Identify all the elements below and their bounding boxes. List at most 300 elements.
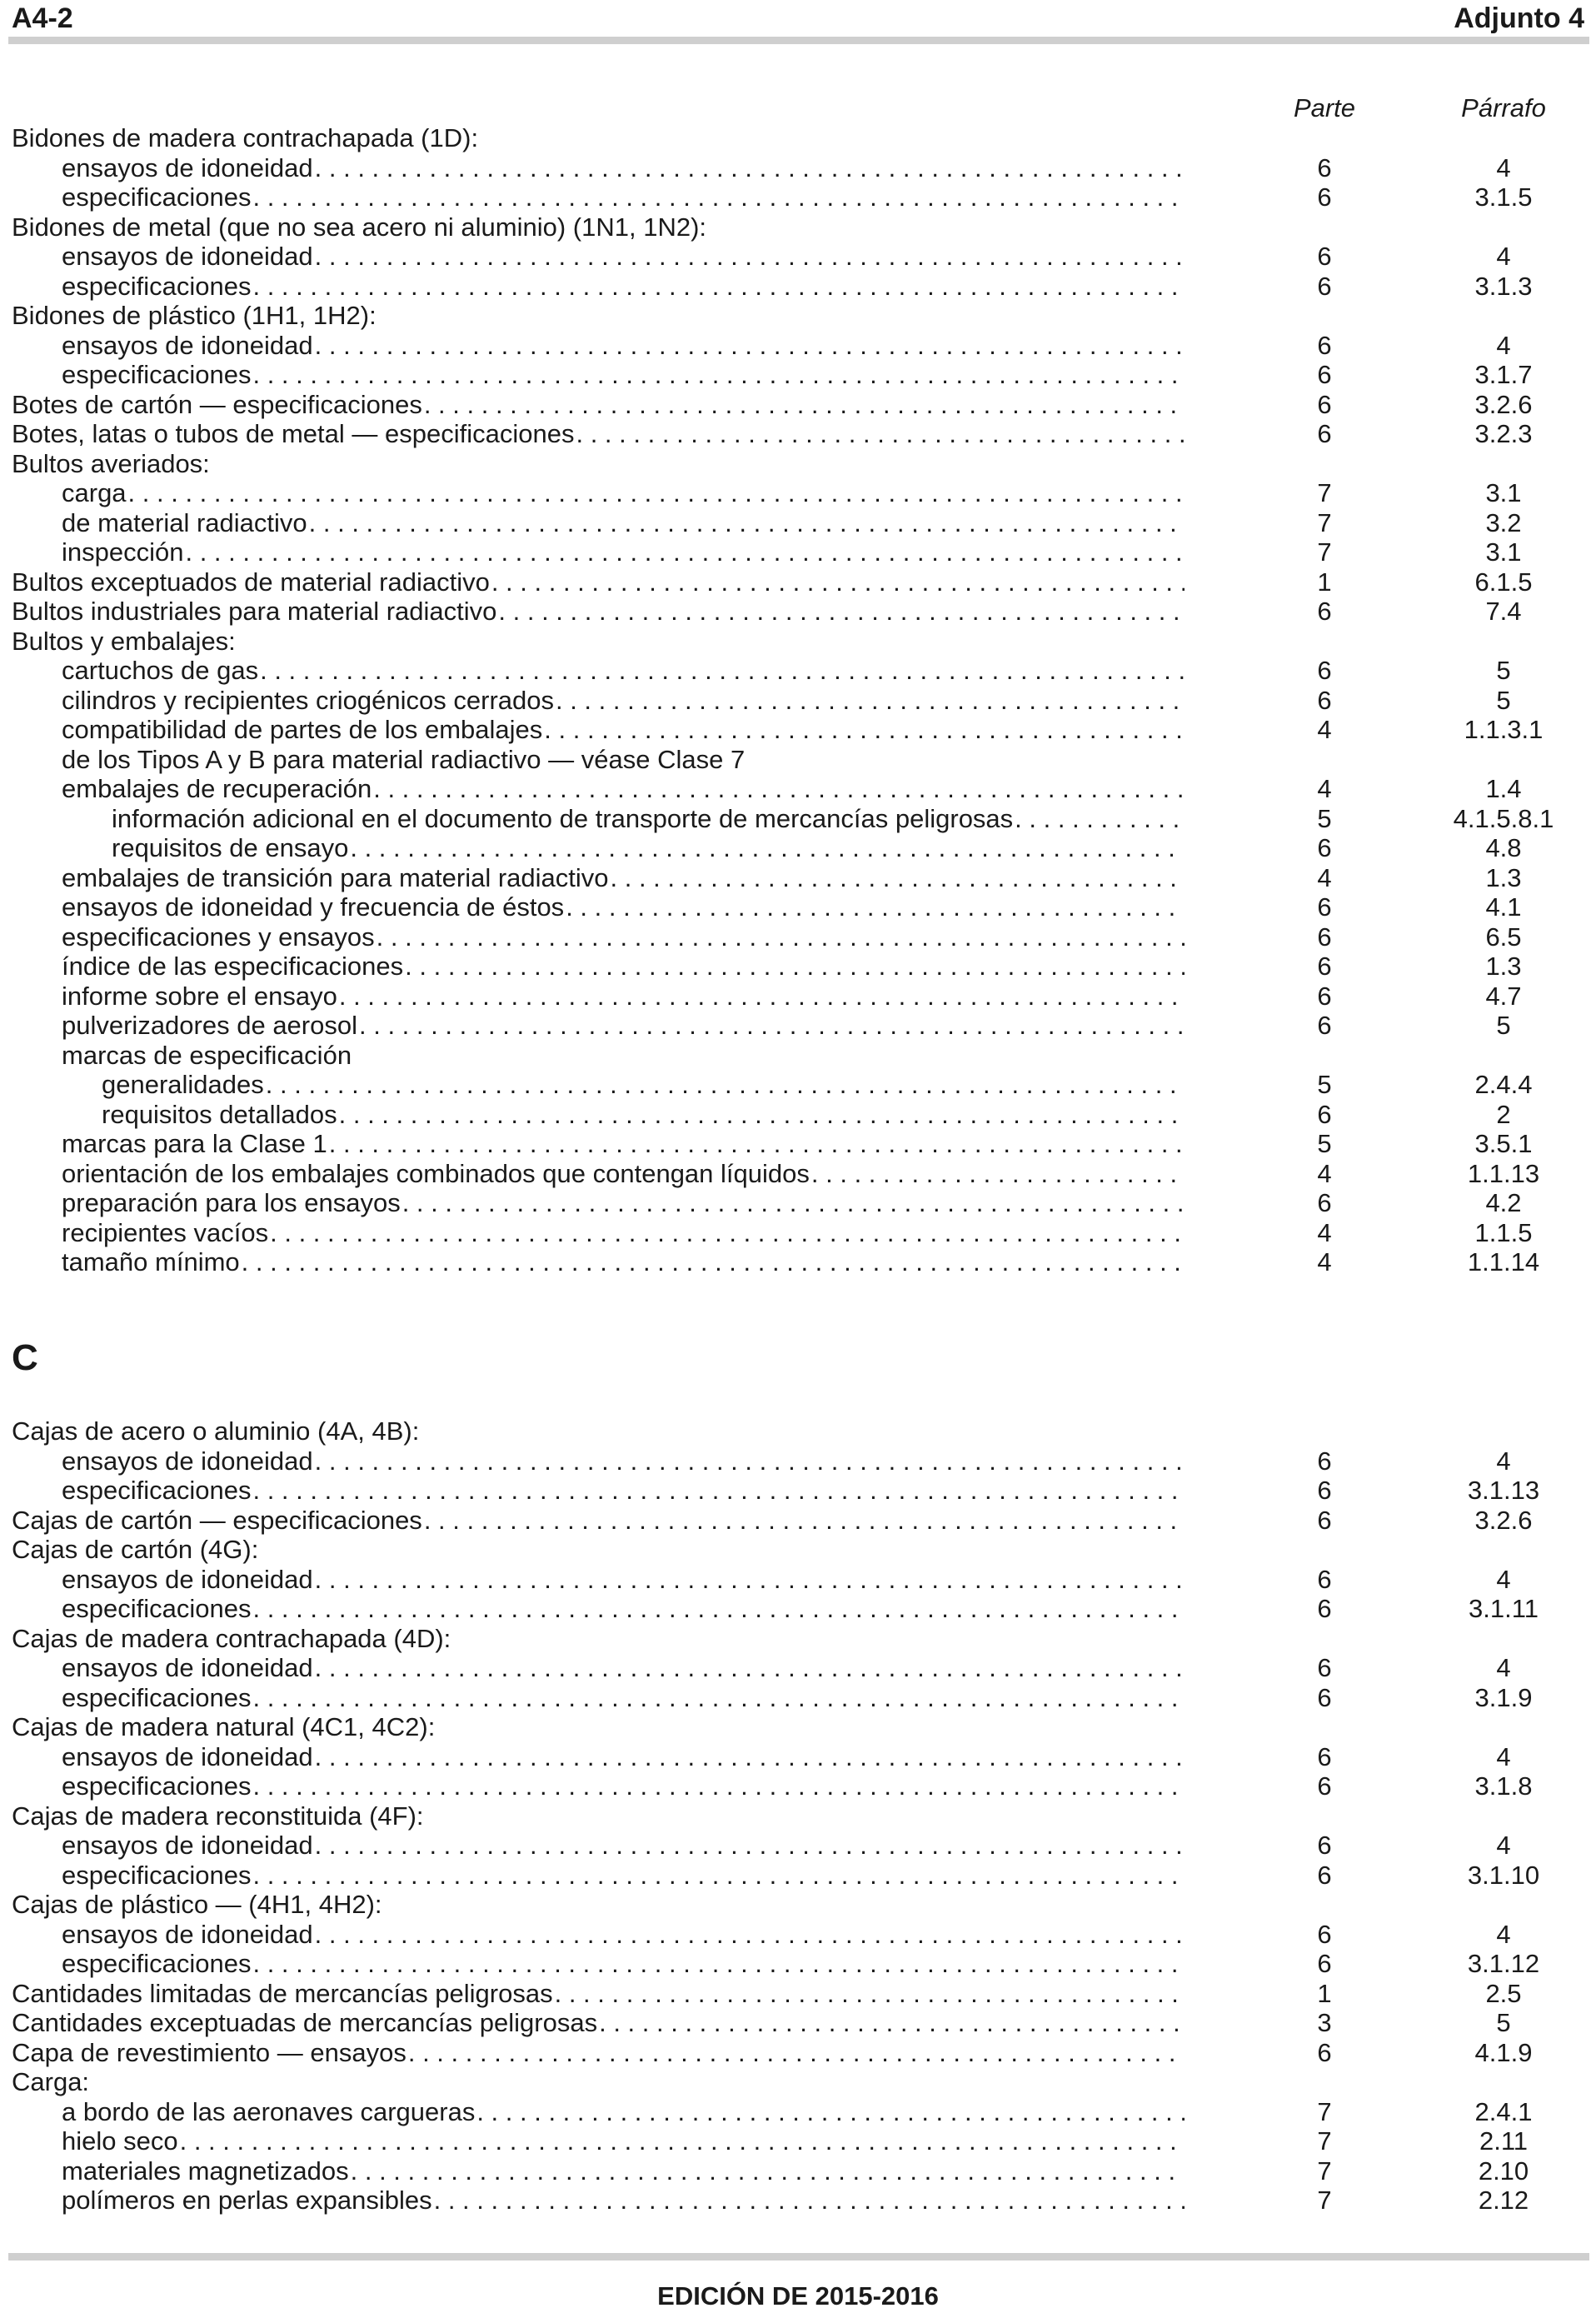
index-entry-text: especificaciones bbox=[62, 182, 252, 212]
parrafo-value: 3.2 bbox=[1485, 507, 1522, 537]
dot-leader bbox=[351, 2156, 1185, 2186]
parrafo-value: 4 bbox=[1496, 1741, 1511, 1771]
parrafo-value: 4.1.5.8.1 bbox=[1453, 803, 1554, 833]
dot-leader bbox=[402, 1188, 1185, 1218]
parte-value: 6 bbox=[1317, 182, 1332, 212]
parrafo-value: 3.1.13 bbox=[1467, 1476, 1540, 1505]
dot-leader bbox=[315, 153, 1185, 183]
index-entry-row bbox=[0, 892, 1596, 922]
dot-leader bbox=[498, 597, 1185, 627]
parte-value: 7 bbox=[1317, 2126, 1332, 2156]
index-entry-label bbox=[62, 2186, 1185, 2216]
index-entry-label bbox=[62, 153, 1185, 183]
parrafo-value: 7.4 bbox=[1485, 597, 1522, 626]
index-entry-label bbox=[62, 1247, 1185, 1277]
index-entry-row bbox=[0, 360, 1596, 390]
dot-leader bbox=[350, 833, 1185, 863]
index-entry-row bbox=[0, 1979, 1596, 2009]
dot-leader bbox=[315, 1565, 1185, 1595]
dot-leader bbox=[315, 1831, 1185, 1861]
index-entry-text: a bordo de las aeronaves cargueras bbox=[62, 2096, 476, 2126]
index-entry-text: recipientes vacíos bbox=[62, 1217, 269, 1247]
index-entry-label bbox=[62, 360, 1185, 390]
index-entry-label bbox=[12, 567, 1185, 597]
parrafo-value: 4.2 bbox=[1485, 1188, 1522, 1217]
index-entry-text: especificaciones bbox=[62, 271, 252, 301]
index-entry-label bbox=[62, 1218, 1185, 1248]
parte-value: 6 bbox=[1317, 242, 1332, 271]
index-entry-text: hielo seco bbox=[62, 2126, 178, 2156]
index-entry-row bbox=[0, 922, 1596, 952]
parrafo-value: 3.1.5 bbox=[1474, 182, 1533, 212]
dot-leader bbox=[359, 1011, 1185, 1041]
index-entry-text: ensayos de idoneidad bbox=[62, 1564, 313, 1594]
index-entry-row bbox=[0, 2038, 1596, 2068]
parrafo-value: 4.8 bbox=[1485, 833, 1522, 862]
parrafo-value: 3.1.9 bbox=[1474, 1682, 1533, 1712]
parrafo-value: 3.1.12 bbox=[1467, 1949, 1540, 1978]
dot-leader bbox=[315, 1653, 1185, 1683]
parte-value: 6 bbox=[1317, 271, 1332, 301]
index-entry-text: Bultos averiados: bbox=[12, 448, 210, 478]
parte-value: 5 bbox=[1317, 1129, 1332, 1158]
index-heading-row bbox=[0, 212, 1596, 242]
index-entry-row bbox=[0, 2097, 1596, 2127]
parte-value: 6 bbox=[1317, 1188, 1332, 1217]
index-entry-row bbox=[0, 2008, 1596, 2038]
index-entry-row bbox=[0, 1861, 1596, 1891]
index-entry-label bbox=[12, 419, 1185, 449]
index-entry-text: especificaciones y ensayos bbox=[62, 922, 375, 952]
index-entry-label bbox=[62, 1565, 1185, 1595]
parte-value: 6 bbox=[1317, 597, 1332, 626]
dot-leader bbox=[377, 922, 1185, 952]
parrafo-value: 4 bbox=[1496, 330, 1511, 360]
index-entry-text: informe sobre el ensayo bbox=[62, 981, 337, 1011]
index-entry-label bbox=[62, 863, 1185, 893]
index-entry-label bbox=[62, 1041, 353, 1071]
index-entry-row bbox=[0, 1506, 1596, 1536]
parte-value: 6 bbox=[1317, 1831, 1332, 1860]
parrafo-value: 6.5 bbox=[1485, 922, 1522, 952]
index-entry-text: Bultos y embalajes: bbox=[12, 626, 236, 656]
parte-value: 6 bbox=[1317, 1446, 1332, 1476]
dot-leader bbox=[270, 1218, 1185, 1248]
index-entry-text: Capa de revestimiento — ensayos bbox=[12, 2037, 406, 2067]
parrafo-value: 1.1.13 bbox=[1467, 1158, 1540, 1188]
index-entry-text: tamaño mínimo bbox=[62, 1247, 240, 1276]
index-entry-label bbox=[62, 952, 1185, 982]
parte-value: 4 bbox=[1317, 862, 1332, 892]
parte-value: 1 bbox=[1317, 1978, 1332, 2008]
index-entry-text: de los Tipos A y B para material radiactivo — véase Clase 7 bbox=[62, 744, 746, 774]
index-entry-text: información adicional en el documento de transporte de mercancías peligrosas bbox=[112, 803, 1014, 833]
index-entry-label bbox=[12, 1416, 421, 1446]
dot-leader bbox=[315, 1742, 1185, 1772]
dot-leader bbox=[556, 686, 1185, 716]
parte-value: 7 bbox=[1317, 2096, 1332, 2126]
index-entry-text: especificaciones bbox=[62, 1594, 252, 1623]
index-entry-label bbox=[62, 508, 1185, 538]
column-header-parrafo: Párrafo bbox=[1461, 93, 1546, 122]
page-number-header: A4-2 bbox=[12, 2, 73, 34]
index-entry-row bbox=[0, 597, 1596, 627]
dot-leader bbox=[252, 1683, 1185, 1713]
dot-leader bbox=[315, 331, 1185, 361]
index-entry-row bbox=[0, 2156, 1596, 2186]
attachment-header: Adjunto 4 bbox=[1454, 2, 1584, 34]
parte-value: 6 bbox=[1317, 330, 1332, 360]
index-heading-row bbox=[0, 449, 1596, 479]
parte-value: 6 bbox=[1317, 656, 1332, 685]
index-entry-row bbox=[0, 1159, 1596, 1189]
index-entry-text: inspección bbox=[62, 537, 184, 567]
index-entry-text: ensayos de idoneidad bbox=[62, 1653, 313, 1682]
section-letter-heading: C bbox=[12, 1337, 38, 1378]
parte-value: 6 bbox=[1317, 685, 1332, 715]
index-entry-label bbox=[62, 1683, 1185, 1713]
index-entry-row bbox=[0, 1011, 1596, 1041]
dot-leader bbox=[566, 892, 1185, 922]
index-entry-row bbox=[0, 804, 1596, 834]
index-entry-label bbox=[12, 1506, 1185, 1536]
dot-leader bbox=[576, 419, 1185, 449]
index-entry-text: requisitos detallados bbox=[102, 1099, 337, 1129]
index-entry-row bbox=[0, 508, 1596, 538]
index-entry-row bbox=[0, 1653, 1596, 1683]
parte-value: 6 bbox=[1317, 1771, 1332, 1801]
parrafo-value: 1.3 bbox=[1485, 952, 1522, 981]
index-entry-label bbox=[12, 449, 212, 479]
index-heading-row bbox=[0, 745, 1596, 775]
index-entry-label bbox=[12, 2067, 91, 2097]
index-entry-row bbox=[0, 537, 1596, 567]
dot-leader bbox=[405, 952, 1185, 982]
index-entry-row bbox=[0, 1218, 1596, 1248]
dot-leader bbox=[252, 1861, 1185, 1891]
dot-leader bbox=[242, 1247, 1185, 1277]
dot-leader bbox=[252, 272, 1185, 302]
index-entry-label bbox=[12, 1535, 260, 1565]
dot-leader bbox=[424, 390, 1185, 420]
index-entry-label bbox=[62, 1920, 1185, 1950]
index-entry-row bbox=[0, 1247, 1596, 1277]
index-entry-row bbox=[0, 242, 1596, 272]
parrafo-value: 6.1.5 bbox=[1474, 567, 1533, 597]
index-entry-text: Botes de cartón — especificaciones bbox=[12, 389, 422, 419]
parte-value: 7 bbox=[1317, 478, 1332, 507]
index-entry-text: Cantidades exceptuadas de mercancías peligrosas bbox=[12, 2008, 598, 2037]
index-entry-row bbox=[0, 715, 1596, 745]
parte-value: 5 bbox=[1317, 1070, 1332, 1099]
footer-rule bbox=[8, 2253, 1589, 2261]
parte-value: 6 bbox=[1317, 1476, 1332, 1505]
dot-leader bbox=[544, 715, 1185, 745]
dot-leader bbox=[309, 508, 1185, 538]
index-entry-label bbox=[62, 2126, 1185, 2156]
index-entry-row bbox=[0, 1594, 1596, 1624]
dot-leader bbox=[252, 360, 1185, 390]
index-entry-label bbox=[12, 1801, 426, 1831]
parrafo-value: 4 bbox=[1496, 1831, 1511, 1860]
index-entry-label bbox=[62, 922, 1185, 952]
index-entry-text: carga bbox=[62, 478, 127, 507]
index-entry-label bbox=[62, 1446, 1185, 1476]
parrafo-value: 4 bbox=[1496, 152, 1511, 182]
dot-leader bbox=[339, 982, 1185, 1012]
index-entry-text: cilindros y recipientes criogénicos cerrados bbox=[62, 685, 554, 715]
index-entry-row bbox=[0, 567, 1596, 597]
parrafo-value: 5 bbox=[1496, 1011, 1511, 1040]
index-entry-label bbox=[62, 1861, 1185, 1891]
parte-value: 5 bbox=[1317, 803, 1332, 833]
parte-value: 6 bbox=[1317, 833, 1332, 862]
index-entry-label bbox=[62, 715, 1185, 745]
dot-leader bbox=[315, 242, 1185, 272]
index-entry-label bbox=[12, 1712, 436, 1742]
dot-leader bbox=[180, 2126, 1185, 2156]
index-entry-row bbox=[0, 1831, 1596, 1861]
index-entry-label bbox=[12, 123, 480, 153]
index-entry-row bbox=[0, 2186, 1596, 2216]
parrafo-value: 4 bbox=[1496, 1653, 1511, 1682]
parrafo-value: 3.1.8 bbox=[1474, 1771, 1533, 1801]
index-entry-label bbox=[62, 1771, 1185, 1801]
parte-value: 6 bbox=[1317, 1741, 1332, 1771]
dot-leader bbox=[185, 537, 1185, 567]
index-entry-text: Cajas de plástico — (4H1, 4H2): bbox=[12, 1890, 382, 1919]
index-entry-label bbox=[62, 1188, 1185, 1218]
parte-value: 7 bbox=[1317, 537, 1332, 567]
index-entry-text: Bultos exceptuados de material radiactivo bbox=[12, 567, 490, 597]
index-entry-row bbox=[0, 1476, 1596, 1506]
parrafo-value: 3.1.11 bbox=[1469, 1594, 1539, 1623]
index-entry-row bbox=[0, 952, 1596, 982]
parte-value: 3 bbox=[1317, 2008, 1332, 2037]
parrafo-value: 3.2.6 bbox=[1474, 1505, 1533, 1535]
index-entry-text: requisitos de ensayo bbox=[112, 833, 349, 862]
parrafo-value: 2.5 bbox=[1485, 1978, 1522, 2008]
parte-value: 4 bbox=[1317, 1247, 1332, 1276]
index-entry-label bbox=[62, 272, 1185, 302]
index-entry-text: generalidades bbox=[102, 1070, 264, 1099]
index-entry-text: materiales magnetizados bbox=[62, 2156, 349, 2186]
parte-value: 6 bbox=[1317, 1919, 1332, 1949]
parrafo-value: 4 bbox=[1496, 1919, 1511, 1949]
parrafo-value: 2.4.4 bbox=[1474, 1070, 1533, 1099]
index-entry-text: Cajas de madera reconstituida (4F): bbox=[12, 1801, 424, 1831]
index-entry-text: Bultos industriales para material radiactivo bbox=[12, 597, 497, 626]
index-entry-text: índice de las especificaciones bbox=[62, 952, 404, 981]
dot-leader bbox=[266, 1070, 1185, 1100]
parrafo-value: 4.7 bbox=[1485, 981, 1522, 1011]
index-entry-row bbox=[0, 982, 1596, 1012]
index-entry-row bbox=[0, 1100, 1596, 1130]
index-entry-label bbox=[62, 242, 1185, 272]
parte-value: 6 bbox=[1317, 1011, 1332, 1040]
index-entry-label bbox=[12, 2038, 1185, 2068]
parrafo-value: 1.4 bbox=[1485, 774, 1522, 803]
index-section-c bbox=[0, 1416, 1596, 2216]
index-entry-text: orientación de los embalajes combinados que contengan líquidos bbox=[62, 1158, 810, 1188]
index-entry-row bbox=[0, 1742, 1596, 1772]
parrafo-value: 3.2.6 bbox=[1474, 389, 1533, 419]
parrafo-value: 3.2.3 bbox=[1474, 419, 1533, 448]
index-entry-text: preparación para los ensayos bbox=[62, 1188, 401, 1217]
parrafo-value: 4.1 bbox=[1485, 892, 1522, 922]
parrafo-value: 4 bbox=[1496, 1564, 1511, 1594]
index-entry-text: especificaciones bbox=[62, 1771, 252, 1801]
index-section-b bbox=[0, 123, 1596, 1277]
parrafo-value: 1.1.5 bbox=[1474, 1217, 1533, 1247]
index-entry-label bbox=[112, 833, 1185, 863]
dot-leader bbox=[252, 1594, 1185, 1624]
dot-leader bbox=[329, 1129, 1185, 1159]
parrafo-value: 2.12 bbox=[1478, 2186, 1529, 2215]
index-entry-row bbox=[0, 153, 1596, 183]
index-entry-row bbox=[0, 2126, 1596, 2156]
index-entry-row bbox=[0, 272, 1596, 302]
parte-value: 6 bbox=[1317, 360, 1332, 389]
parte-value: 6 bbox=[1317, 1653, 1332, 1682]
index-entry-row bbox=[0, 1565, 1596, 1595]
index-entry-text: Bidones de metal (que no sea acero ni aluminio) (1N1, 1N2): bbox=[12, 212, 707, 242]
index-entry-label bbox=[102, 1100, 1185, 1130]
parrafo-value: 3.1 bbox=[1485, 537, 1522, 567]
parrafo-value: 2.4.1 bbox=[1474, 2096, 1533, 2126]
parte-value: 4 bbox=[1317, 774, 1332, 803]
index-entry-row bbox=[0, 1683, 1596, 1713]
dot-leader bbox=[260, 656, 1185, 686]
index-entry-label bbox=[62, 982, 1185, 1012]
index-heading-row bbox=[0, 1801, 1596, 1831]
parrafo-value: 1.1.3.1 bbox=[1464, 715, 1544, 744]
edition-footer: EDICIÓN DE 2015-2016 bbox=[657, 2281, 939, 2311]
index-entry-text: cartuchos de gas bbox=[62, 656, 259, 685]
index-entry-text: Carga: bbox=[12, 2067, 90, 2096]
parrafo-value: 5 bbox=[1496, 656, 1511, 685]
index-entry-label bbox=[62, 331, 1185, 361]
parte-value: 6 bbox=[1317, 1594, 1332, 1623]
index-entry-row bbox=[0, 1446, 1596, 1476]
parte-value: 6 bbox=[1317, 892, 1332, 922]
index-entry-label bbox=[62, 1159, 1185, 1189]
dot-leader bbox=[128, 478, 1185, 508]
index-entry-label bbox=[62, 2097, 1185, 2127]
parte-value: 6 bbox=[1317, 152, 1332, 182]
index-entry-row bbox=[0, 419, 1596, 449]
parte-value: 6 bbox=[1317, 419, 1332, 448]
parrafo-value: 4 bbox=[1496, 242, 1511, 271]
index-entry-label bbox=[12, 1624, 452, 1654]
index-entry-text: de material radiactivo bbox=[62, 507, 307, 537]
index-entry-text: embalajes de transición para material radiactivo bbox=[62, 862, 609, 892]
index-entry-label bbox=[62, 656, 1185, 686]
index-entry-label bbox=[62, 1831, 1185, 1861]
index-entry-label bbox=[62, 745, 746, 775]
parte-value: 4 bbox=[1317, 1217, 1332, 1247]
index-entry-label bbox=[102, 1070, 1185, 1100]
parte-value: 7 bbox=[1317, 2156, 1332, 2186]
parte-value: 6 bbox=[1317, 952, 1332, 981]
parrafo-value: 5 bbox=[1496, 685, 1511, 715]
parrafo-value: 3.1.7 bbox=[1474, 360, 1533, 389]
index-entry-row bbox=[0, 478, 1596, 508]
index-heading-row bbox=[0, 2067, 1596, 2097]
index-entry-label bbox=[62, 182, 1185, 212]
dot-leader bbox=[315, 1446, 1185, 1476]
index-entry-label bbox=[62, 1949, 1185, 1979]
index-entry-label bbox=[12, 2008, 1185, 2038]
index-entry-row bbox=[0, 1070, 1596, 1100]
dot-leader bbox=[611, 863, 1185, 893]
index-entry-row bbox=[0, 774, 1596, 804]
index-entry-row bbox=[0, 390, 1596, 420]
index-entry-row bbox=[0, 1188, 1596, 1218]
index-entry-row bbox=[0, 863, 1596, 893]
dot-leader bbox=[252, 1476, 1185, 1506]
index-entry-text: ensayos de idoneidad bbox=[62, 1741, 313, 1771]
index-entry-label bbox=[62, 1594, 1185, 1624]
index-entry-label bbox=[62, 892, 1185, 922]
parrafo-value: 3.1 bbox=[1485, 478, 1522, 507]
index-entry-text: Bidones de plástico (1H1, 1H2): bbox=[12, 301, 377, 330]
parte-value: 6 bbox=[1317, 981, 1332, 1011]
index-heading-row bbox=[0, 123, 1596, 153]
header-rule bbox=[8, 37, 1589, 44]
index-heading-row bbox=[0, 627, 1596, 657]
parte-value: 4 bbox=[1317, 1158, 1332, 1188]
index-entry-label bbox=[62, 537, 1185, 567]
dot-leader bbox=[599, 2008, 1185, 2038]
dot-leader bbox=[315, 1920, 1185, 1950]
index-entry-row bbox=[0, 656, 1596, 686]
index-heading-row bbox=[0, 301, 1596, 331]
index-entry-label bbox=[12, 1979, 1185, 2009]
index-entry-text: especificaciones bbox=[62, 360, 252, 389]
parte-value: 7 bbox=[1317, 507, 1332, 537]
index-entry-text: ensayos de idoneidad bbox=[62, 1446, 313, 1476]
index-entry-text: ensayos de idoneidad bbox=[62, 242, 313, 271]
parte-value: 6 bbox=[1317, 1860, 1332, 1890]
dot-leader bbox=[434, 2186, 1185, 2216]
index-heading-row bbox=[0, 1535, 1596, 1565]
parrafo-value: 1.1.14 bbox=[1467, 1247, 1540, 1276]
parte-value: 6 bbox=[1317, 1099, 1332, 1129]
parte-value: 6 bbox=[1317, 389, 1332, 419]
dot-leader bbox=[339, 1100, 1185, 1130]
parrafo-value: 3.1.10 bbox=[1467, 1860, 1540, 1890]
index-entry-label bbox=[12, 390, 1185, 420]
dot-leader bbox=[1015, 804, 1185, 834]
index-entry-row bbox=[0, 182, 1596, 212]
parrafo-value: 3.1.3 bbox=[1474, 271, 1533, 301]
parte-value: 1 bbox=[1317, 567, 1332, 597]
parrafo-value: 1.3 bbox=[1485, 862, 1522, 892]
index-entry-label bbox=[12, 1890, 384, 1920]
index-entry-text: marcas de especificación bbox=[62, 1040, 352, 1070]
index-entry-row bbox=[0, 833, 1596, 863]
dot-leader bbox=[252, 1949, 1185, 1979]
index-entry-text: Cajas de acero o aluminio (4A, 4B): bbox=[12, 1416, 420, 1446]
parrafo-value: 4.1.9 bbox=[1474, 2037, 1533, 2067]
parrafo-value: 2.10 bbox=[1478, 2156, 1529, 2186]
index-entry-text: Cajas de madera natural (4C1, 4C2): bbox=[12, 1712, 436, 1741]
index-entry-text: pulverizadores de aerosol bbox=[62, 1011, 357, 1040]
index-entry-text: Bidones de madera contrachapada (1D): bbox=[12, 123, 479, 152]
index-heading-row bbox=[0, 1416, 1596, 1446]
parte-value: 6 bbox=[1317, 1682, 1332, 1712]
